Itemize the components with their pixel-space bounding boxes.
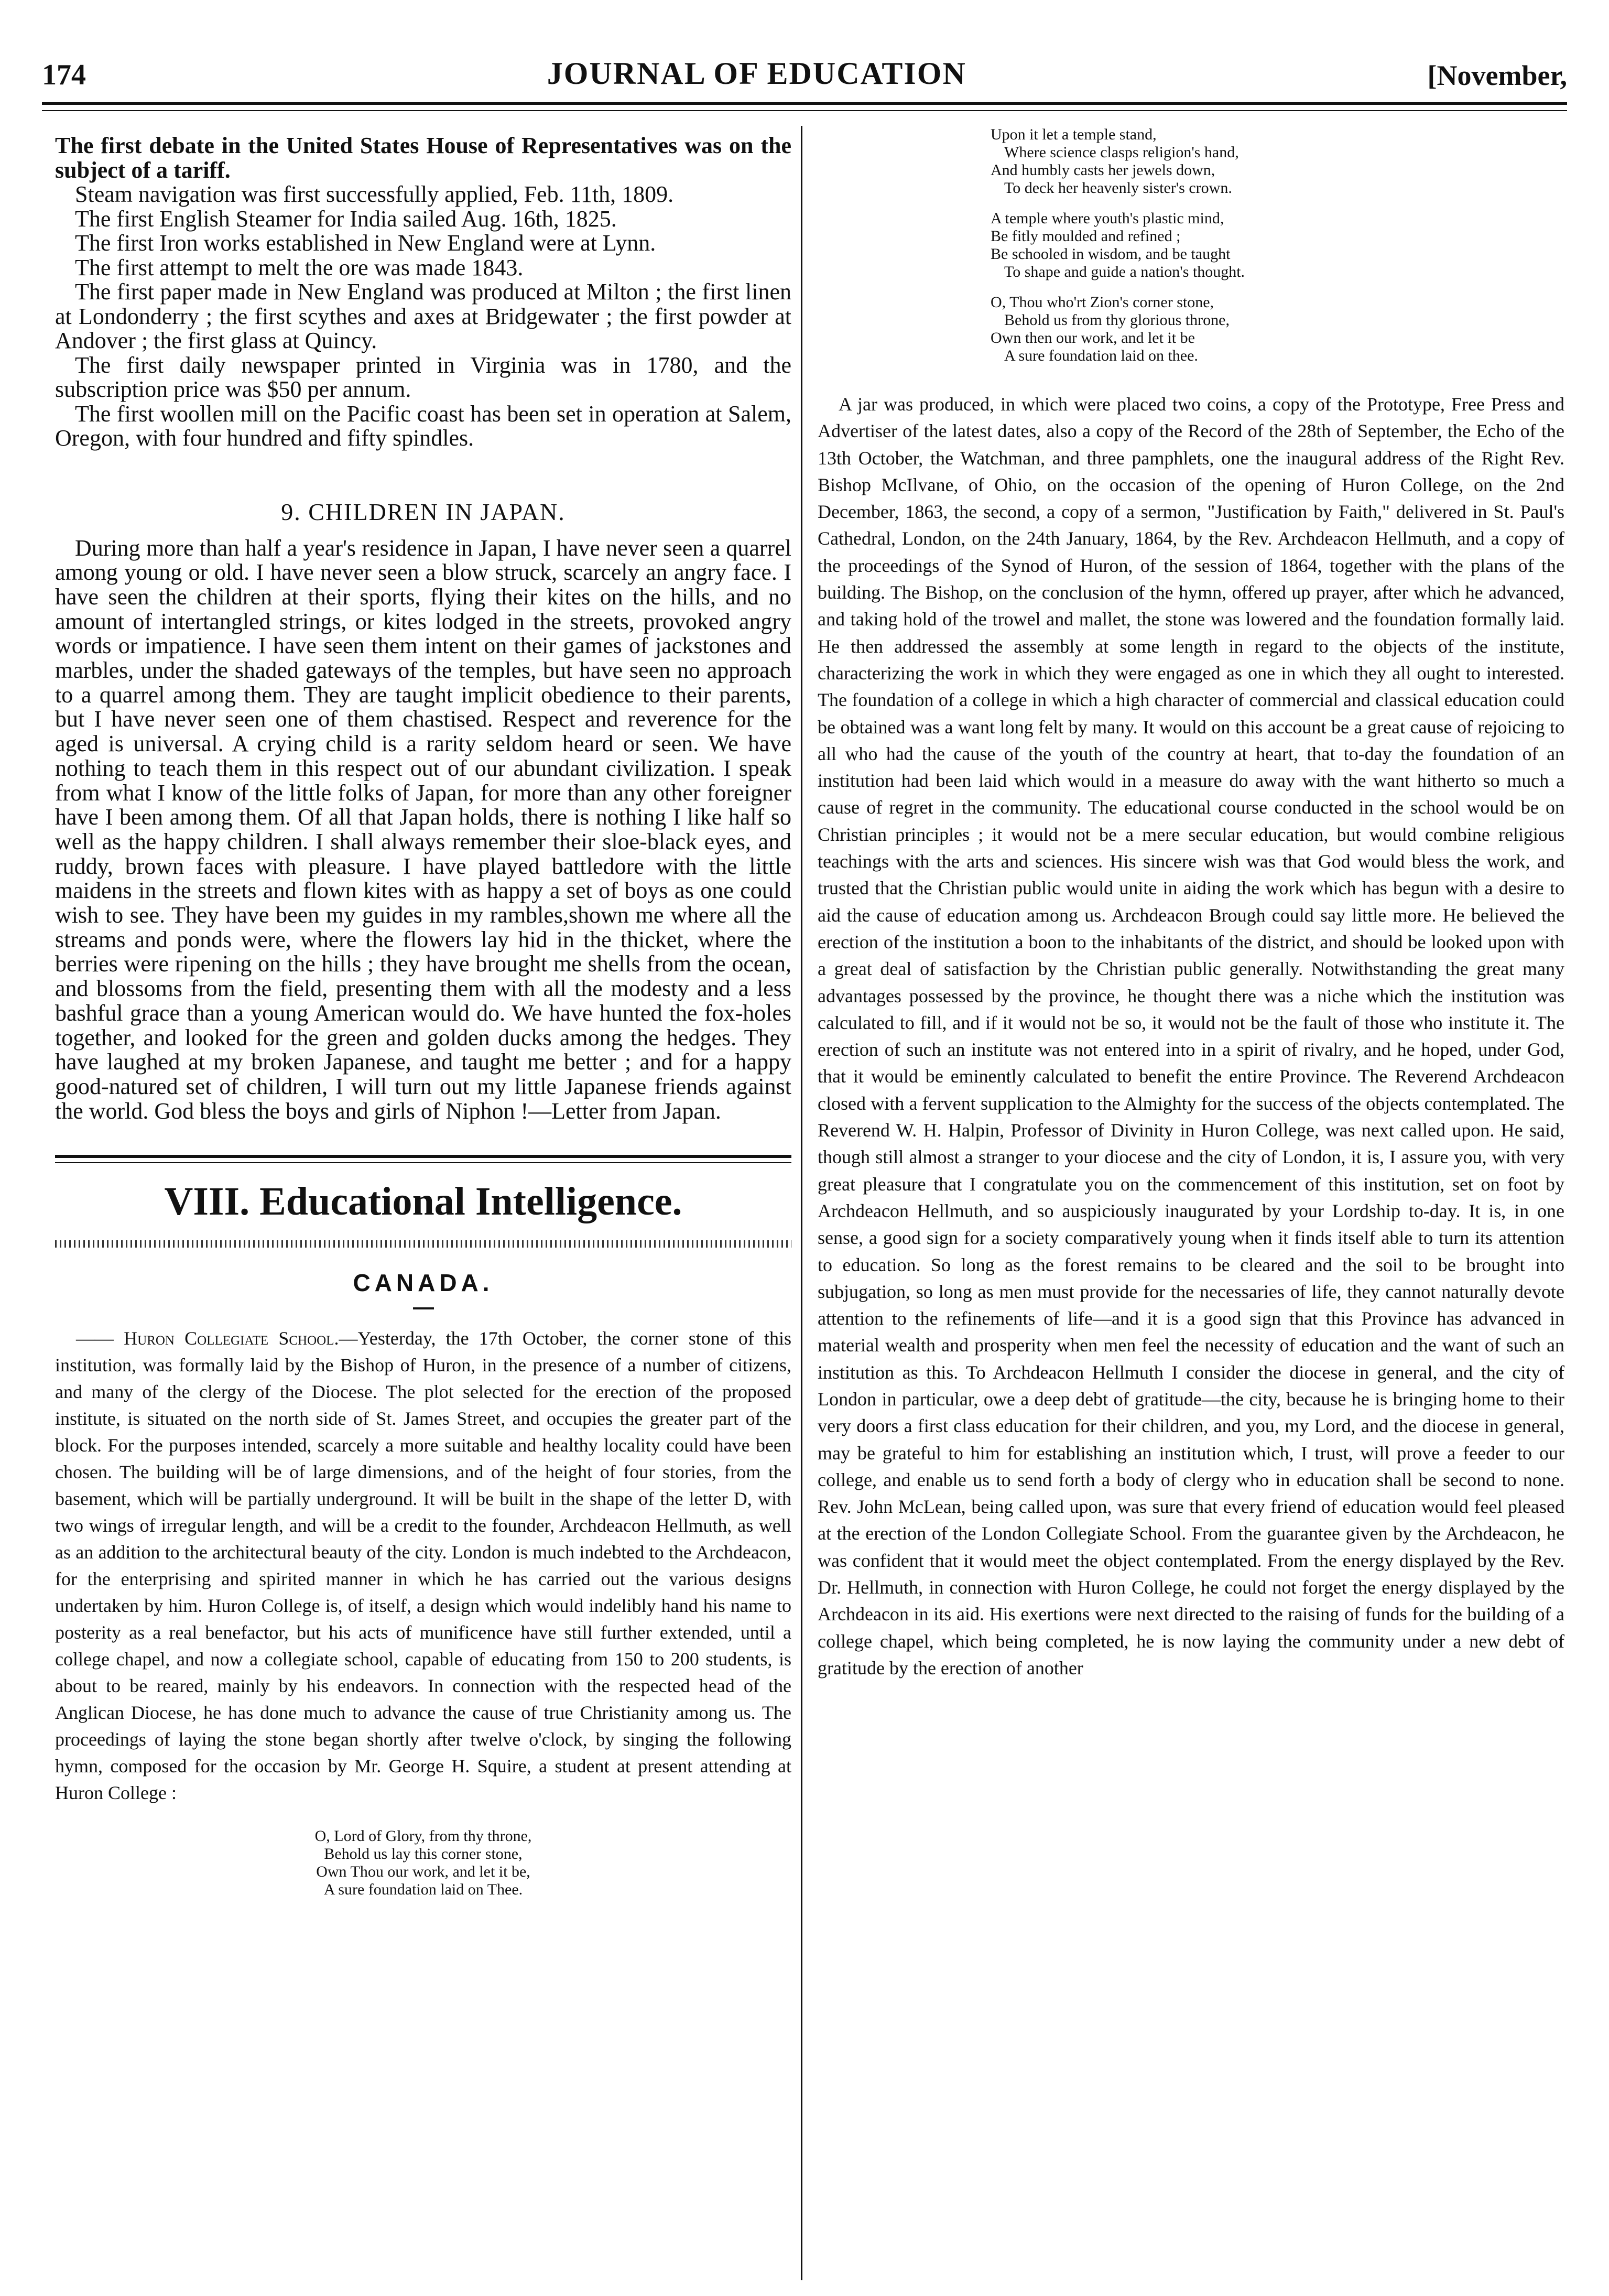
japan-section-title: 9. CHILDREN IN JAPAN.	[281, 498, 566, 525]
hymn-line: A sure foundation laid on thee.	[1004, 347, 1198, 364]
fact-item: The first woollen mill on the Pacific coast has been set in operation at Salem, Oregon, with four hundred and fifty spindles.	[55, 400, 791, 451]
hymn-verse-1	[55, 1827, 791, 1899]
canada-heading: CANADA.	[353, 1269, 494, 1297]
fact-item: Steam navigation was first successfully applied, Feb. 11th, 1809.	[75, 181, 674, 207]
header-rule-thin	[42, 110, 1567, 111]
hymn-verse-4	[818, 294, 1564, 365]
hymn-verse-3	[818, 210, 1564, 281]
hymn-line: Be schooled in wisdom, and be taught	[991, 245, 1231, 263]
hymn-line: Behold us from thy glorious throne,	[1004, 311, 1230, 329]
page-number: 174	[42, 59, 86, 91]
column-divider	[801, 126, 802, 2280]
section-rule-thin	[55, 1162, 791, 1163]
page-header	[42, 50, 1567, 92]
header-rule-thick	[42, 102, 1567, 105]
section-viii-heading: VIII. Educational Intelligence.	[164, 1179, 682, 1224]
hymn-line: O, Thou who'rt Zion's corner stone,	[991, 294, 1214, 311]
issue-month: [November,	[1427, 60, 1567, 91]
hymn-line: To shape and guide a nation's thought.	[1004, 263, 1245, 280]
ceremony-article-body: A jar was produced, in which were placed two coins, a copy of the Prototype, Free Press and Advertiser of the latest dates, also a copy of the Record of the 28th of September, the Echo of the 13th October, the Watchman, and three pamphlets, one the inaugural address of the Right Rev. Bishop McIlvane, of Ohio, on the occasion of the opening of Huron College, on the 2nd December, 1863, the second, a copy of a sermon, "Justification by Faith," delivered in St. Paul's Cathedral, London, on the 24th January, 1864, by the Rev. Archdeacon Hellmuth, and a copy of the proceedings of the Synod of Huron, of the session of 1864, together with the plans of the building. The Bishop, on the conclusion of the hymn, offered up prayer, after which he advanced, and taking hold of the trowel and mallet, the stone was lowered and the foundation formally laid. He then addressed the assembly at some length in regard to the objects of the institute, characterizing the work in which they were engaged as one in which they all ought to interested. The foundation of a college in which a high character of commercial and classical education could be obtained was a want long felt by many. It would on this account be a great cause of rejoicing to all who had the cause of the youth of the country at heart, that to-day the foundation of an institution had been laid which would in a measure do away with the want hitherto so much a cause of regret in the community. The educational course conducted in the school would be on Christian principles ; it would not be a mere secular education, but would combine religious teachings with the arts and sciences. His sincere wish was that God would bless the work, and trusted that the Christian public would unite in aiding the work which has begun with a desire to aid the cause of education among us. Archdeacon Brough could say little more. He believed the erection of the institution a boon to the inhabitants of the district, and should be looked upon with a great deal of satisfaction by the Christian public generally. Notwithstanding the great many advantages possessed by the province, he thought there was a niche which the institution was calculated to fill, and if it would not be so, it would not be the fault of those who institute it. The erection of such an institute was not entered into in a spirit of rivalry, and he hoped, under God, that it would be eminently calculated to benefit the entire Province. The Reverend Archdeacon closed with a fervent supplication to the Almighty for the success of the objects contemplated. The Reverend W. H. Halpin, Professor of Divinity in Huron College, was next called upon. He said, though still almost a stranger to your diocese and the city of London, it is, I assure you, with very great pleasure that I congratulate you on the commencement of this institution, set on foot by Archdeacon Hellmuth, and so auspiciously inaugurated by your Lordship to-day. It is, in one sense, a good sign for a society comparatively young when it finds itself able to turn its attention to education. So long as the forest remains to be cleared and the soil to be brought into subjugation, so long as men must provide for the necessaries of life, they cannot naturally devote attention to the refinements of life—and it is a good sign that this Province has advanced in material wealth and prosperity when men feel the necessity of education and the want of such an institution as this. To Archdeacon Hellmuth I consider the diocese in general, and the city of London in particular, owe a deep debt of gratitude—the city, because he is bringing home to their very doors a first class education for their children, and you, my Lord, and the diocese in general, may be grateful to him for establishing an institution which, I trust, will prove a feeder to our college, and enable us to send forth a body of clergy who in education shall be second to none. Rev. John McLean, being called upon, was sure that every friend of education would feel pleased at the erection of the London Collegiate School. From the guarantee given by the Archdeacon, he was confident that it would meet the object contemplated. From the energy displayed by the Rev. Dr. Hellmuth, in connection with Huron College, he could not forget the energy displayed by the Archdeacon in its aid. His exertions were next directed to the raising of funds for the building of a college chapel, which being completed, he is now laying the community under a new debt of gratitude by the erection of another	[818, 394, 1564, 1678]
hymn-line: Be fitly moulded and refined ;	[991, 228, 1181, 245]
left-column	[55, 134, 791, 1899]
section-rule-thick	[55, 1155, 791, 1158]
fact-item: The first debate in the United States House of Representatives was on the subject of a tariff.	[55, 133, 791, 183]
fact-item: The first paper made in New England was produced at Milton ; the first linen at Londonderry ; the first scythes and axes at Bridgewater ; the first powder at Andover ; the first glass at Quincy.	[55, 279, 791, 353]
huron-body: —Yesterday, the 17th October, the corner stone of this institution, was formally laid by the Bishop of Huron, in the presence of a number of citizens, and many of the clergy of the Diocese. The plot selected for the erection of the proposed institute, is situated on the north side of St. James Street, and occupies the greater part of the block. For the purposes intended, scarcely a more suitable and healthy locality could have been chosen. The building will be of large dimensions, and of the height of four stories, from the basement, which will be partially underground. It will be built in the shape of the letter D, with two wings of irregular length, and will be a credit to the founder, Archdeacon Hellmuth, as well as an addition to the architectural beauty of the city. London is much indebted to the Archdeacon, for the enterprising and spirited manner in which he has carried out the various designs undertaken by him. Huron College is, of itself, a design which would indelibly hand his name to posterity as a real benefactor, but his acts of munificence have still further extended, until a college chapel, and now a collegiate school, capable of educating from 150 to 200 students, is about to be reared, mainly by his endeavors. In connection with the respected head of the Anglican Diocese, he has done much to advance the cause of true Christianity among us. The proceedings of laying the stone began shortly after twelve o'clock, by singing the following hymn, composed for the occasion by Mr. George H. Squire, a student at present attending at Huron College :	[55, 1328, 791, 1804]
hymn-line: Own Thou our work, and let it be,	[316, 1863, 530, 1881]
hymn-line: A sure foundation laid on Thee.	[323, 1881, 523, 1899]
hymn-verse-2	[818, 126, 1564, 197]
wavy-rule	[55, 1240, 791, 1248]
journal-title: JOURNAL OF EDUCATION	[547, 56, 966, 91]
hymn-line: Behold us lay this corner stone,	[324, 1845, 523, 1863]
hymn-line: To deck her heavenly sister's crown.	[1004, 179, 1232, 197]
hymn-line: A temple where youth's plastic mind,	[991, 210, 1224, 227]
huron-article: —— Huron Collegiate School.—Yesterday, the 17th October, the corner stone of this institution, was formally laid by the Bishop of Huron, in the presence of a number of citizens, and many of the clergy of the Diocese. The plot selected for the erection of the proposed institute, is situated on the north side of St. James Street, and occupies the greater part of the block. For the purposes intended, scarcely a more suitable and healthy locality could have been chosen. The building will be of large dimensions, and of the height of four stories, from the basement, which will be partially underground. It will be built in the shape of the letter D, with two wings of irregular length, and will be a credit to the founder, Archdeacon Hellmuth, as well as an addition to the architectural beauty of the city. London is much indebted to the Archdeacon, for the enterprising and spirited manner in which he has carried out the various designs undertaken by him. Huron College is, of itself, a design which would indelibly hand his name to posterity as a real benefactor, but his acts of munificence have still further extended, until a college chapel, and now a collegiate school, capable of educating from 150 to 200 students, is about to be reared, mainly by his endeavors. In connection with the respected head of the Anglican Diocese, he has done much to advance the cause of true Christianity among us. The proceedings of laying the stone began shortly after twelve o'clock, by singing the following hymn, composed for the occasion by Mr. George H. Squire, a student at present attending at Huron College :	[55, 1328, 791, 1804]
hymn-line: Where science clasps religion's hand,	[1004, 144, 1239, 161]
japan-article-body: During more than half a year's residence in Japan, I have never seen a quarrel among young or old. I have never seen a blow struck, scarcely an angry face. I have seen the children at their sports, flying their kites on the hills, and no amount of intertangled strings, or kites lodged in the streets, provoked angry words or impatience. I have seen them intent on their games of jackstones and marbles, under the shaded gateways of the temples, but have seen no approach to a quarrel among them. They are taught implicit obedience to their parents, but I have never seen one of them chastised. Respect and reverence for the aged is universal. A crying child is a rarity seldom heard or seen. We have nothing to teach them in this respect out of our abundant civilization. I speak from what I know of the little folks of Japan, for more than any other foreigner have I been among them. Of all that Japan holds, there is nothing I like half so well as the happy children. I shall always remember their sloe-black eyes, and ruddy, brown faces with pleasure. I have played battledore with the little maidens in the streets and flown kites with as happy a set of boys as one could wish to see. They have been my guides in my rambles,shown me where all the streams and ponds were, where the flowers lay hid in the thicket, where the berries were ripening on the hills ; they have brought me shells from the ocean, and blossoms from the field, presenting them with all the modesty and a less bashful grace than a young American would do. We have hunted the fox-holes together, and looked for the green and golden ducks among the hedges. They have laughed at my broken Japanese, and taught me better ; and for a happy good-natured set of children, I will turn out my little Japanese friends against the world. God bless the boys and girls of Niphon !—Letter from Japan.	[55, 535, 791, 1124]
firsts-list	[55, 134, 791, 451]
hymn-line: O, Lord of Glory, from thy throne,	[314, 1827, 532, 1845]
hymn-line: Upon it let a temple stand,	[991, 126, 1157, 143]
right-column	[818, 126, 1564, 1682]
heading-dash	[413, 1307, 434, 1309]
hymn-line: And humbly casts her jewels down,	[991, 161, 1215, 179]
fact-item: The first attempt to melt the ore was made 1843.	[75, 254, 524, 280]
fact-item: The first daily newspaper printed in Virginia was in 1780, and the subscription price was $50 per annum.	[55, 352, 791, 402]
huron-lead: Huron Collegiate School.	[124, 1328, 339, 1349]
fact-item: The first Iron works established in New England were at Lynn.	[75, 230, 656, 256]
fact-item: The first English Steamer for India sailed Aug. 16th, 1825.	[75, 205, 617, 232]
hymn-line: Own then our work, and let it be	[991, 329, 1195, 346]
